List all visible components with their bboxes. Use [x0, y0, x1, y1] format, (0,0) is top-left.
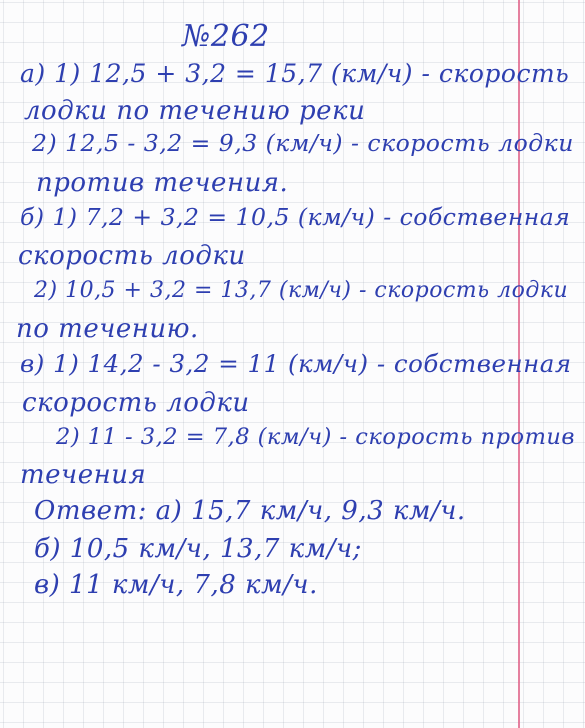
- answer-line-c: в) 11 км/ч, 7,8 км/ч.: [34, 570, 318, 600]
- solution-line-5: б) 1) 7,2 + 3,2 = 10,5 (км/ч) - собственная: [20, 203, 571, 231]
- solution-line-1: а) 1) 12,5 + 3,2 = 15,7 (км/ч) - скорость: [20, 59, 570, 88]
- solution-line-2: лодки по течению реки: [24, 96, 366, 126]
- solution-line-4: против течения.: [36, 168, 289, 198]
- problem-number: №262: [182, 19, 270, 54]
- solution-line-3: 2) 12,5 - 3,2 = 9,3 (км/ч) - скорость лодки: [32, 129, 574, 157]
- solution-line-6: скорость лодки: [18, 241, 246, 271]
- solution-line-9: в) 1) 14,2 - 3,2 = 11 (км/ч) - собственная: [20, 349, 572, 378]
- solution-line-12: течения: [20, 460, 147, 490]
- answer-line-b: б) 10,5 км/ч, 13,7 км/ч;: [34, 534, 362, 564]
- solution-line-10: скорость лодки: [22, 388, 250, 418]
- solution-line-11: 2) 11 - 3,2 = 7,8 (км/ч) - скорость против: [56, 424, 576, 450]
- solution-line-8: по течению.: [16, 314, 199, 344]
- solution-line-7: 2) 10,5 + 3,2 = 13,7 (км/ч) - скорость лодки: [34, 278, 569, 303]
- answer-line-a: Ответ: а) 15,7 км/ч, 9,3 км/ч.: [34, 496, 466, 526]
